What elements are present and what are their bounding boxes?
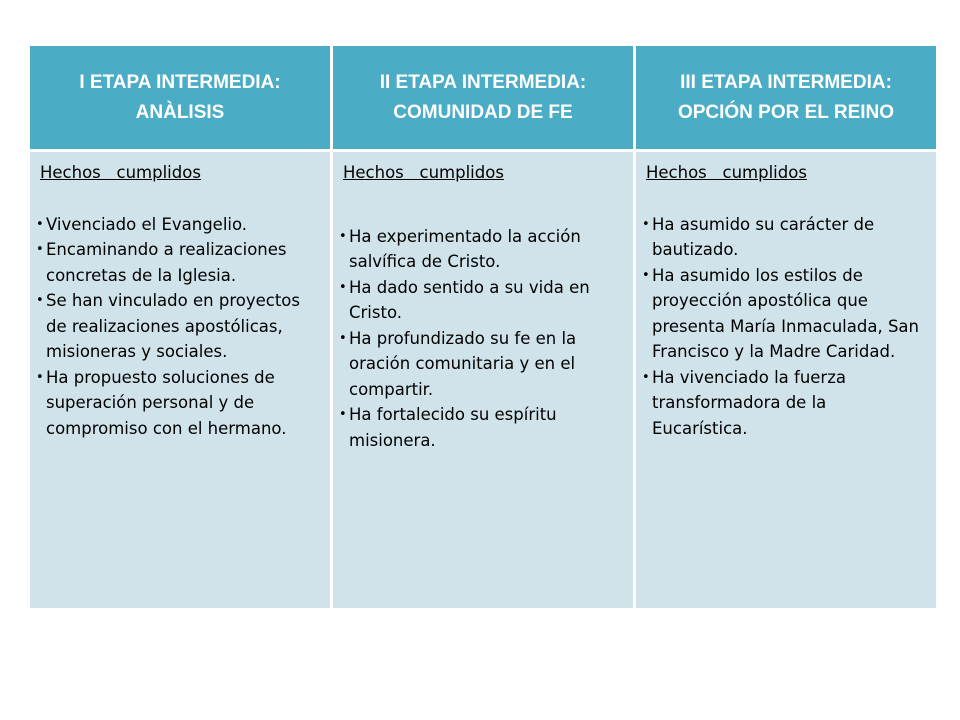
header-cell-etapa-2	[333, 46, 633, 152]
bullet-list	[646, 212, 926, 442]
body-cell-etapa-3	[636, 152, 936, 608]
etapas-table	[27, 46, 939, 608]
list-item: • Se han vinculado en proyectos de realizaciones apostólicas, misioneras y sociales.	[40, 288, 320, 365]
header-line: I ETAPA INTERMEDIA:	[79, 71, 281, 93]
header-line: III ETAPA INTERMEDIA:	[680, 71, 892, 93]
header-line: COMUNIDAD DE FE	[393, 101, 573, 123]
list-item: • Vivenciado el Evangelio.	[40, 212, 320, 238]
header-row	[30, 46, 936, 152]
header-line: ANÀLISIS	[135, 101, 225, 123]
list-item: • Ha asumido su carácter de bautizado.	[646, 212, 926, 263]
list-item: • Ha fortalecido su espíritu misionera.	[343, 402, 623, 453]
header-cell-etapa-1	[30, 46, 330, 152]
body-row	[30, 152, 936, 608]
column-title: Hechos cumplidos	[343, 163, 504, 182]
list-item: • Ha propuesto soluciones de superación personal y de compromiso con el hermano.	[40, 365, 320, 442]
bullet-list	[40, 212, 320, 442]
column-title: Hechos cumplidos	[646, 163, 807, 182]
column-title: Hechos cumplidos	[40, 163, 201, 182]
list-item: • Ha asumido los estilos de proyección apostólica que presenta María Inmaculada, San Francisco y la Madre Caridad.	[646, 263, 926, 365]
list-item: • Encaminando a realizaciones concretas de la Iglesia.	[40, 237, 320, 288]
header-line: II ETAPA INTERMEDIA:	[379, 71, 587, 93]
header-line: OPCIÓN POR EL REINO	[677, 101, 895, 123]
body-cell-etapa-2	[333, 152, 633, 608]
body-cell-etapa-1	[30, 152, 330, 608]
list-item: • Ha vivenciado la fuerza transformadora de la Eucarística.	[646, 365, 926, 442]
bullet-list	[343, 224, 623, 454]
list-item: • Ha experimentado la acción salvífica de Cristo.	[343, 224, 623, 275]
list-item: • Ha dado sentido a su vida en Cristo.	[343, 275, 623, 326]
header-cell-etapa-3	[636, 46, 936, 152]
list-item: • Ha profundizado su fe en la oración comunitaria y en el compartir.	[343, 326, 623, 403]
